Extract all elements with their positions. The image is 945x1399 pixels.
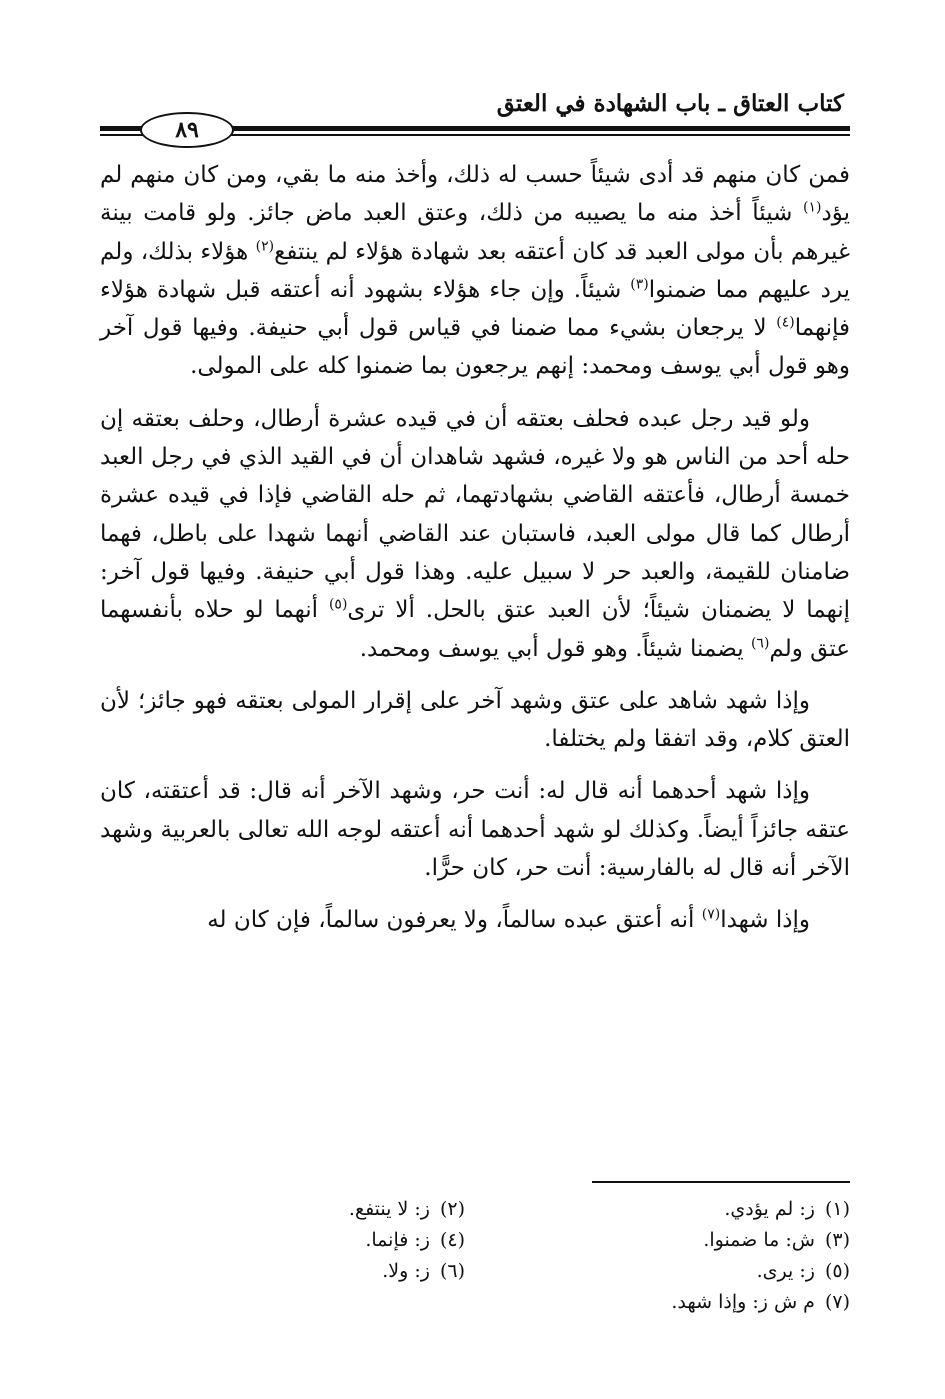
footnote-text: م ش ز: وإذا شهد. (671, 1291, 815, 1313)
text-run: وإذا شهد أحدهما أنه قال له: أنت حر، وشهد الآخر أنه قال: قد أعتقته، كان عتقه جائزاً أيضاً. وكذلك لو شهد أحدهما أنه أعتقه لوجه الله تعالى بالعربية وشهد الآخر أنه قال له بالفارسية: أنت حر، كان حرًّا. (100, 778, 850, 882)
footnote-text: ز: فإنما. (365, 1229, 430, 1251)
running-title: كتاب العتاق ـ باب الشهادة في العتق (496, 90, 844, 117)
footnote-6 (382, 1260, 465, 1282)
footnote-7 (671, 1291, 850, 1313)
footnote-number: (٢) (439, 1198, 465, 1220)
text-run: شيئاً أخذ منه ما يصيبه من ذلك، وعتق العبد ماض جائز. ولو قامت بينة غيرهم بأن مولى العبد قد كان أعتقه بعد شهادة هؤلاء لم ينتفع (100, 200, 850, 265)
footnotes (100, 1198, 850, 1328)
text-run: شيئاً. وإن جاء هؤلاء بشهود أنه أعتقه قبل شهادة هؤلاء فإنهما (100, 276, 850, 342)
paragraph (100, 682, 850, 759)
text-run: أنه أعتق عبده سالماً، ولا يعرفون سالماً، فإن كان له (207, 907, 702, 934)
text-run: أنهما لو حلاه بأنفسهما عتق ولم (100, 597, 850, 662)
paragraph (100, 400, 850, 668)
footnote-marker: (٦) (750, 634, 770, 651)
footnote-separator (592, 1181, 850, 1183)
footnote-text: ز: لا ينتفع. (348, 1198, 430, 1220)
footnote-1 (724, 1198, 850, 1220)
page-number: ٨٩ (175, 117, 199, 143)
footnote-number: (٣) (824, 1229, 850, 1251)
text-run: وإذا شهد شاهد على عتق وشهد آخر على إقرار المولى بعتقه فهو جائز؛ لأن العتق كلام، وقد اتفقا ولم يختلفا. (100, 687, 850, 753)
footnote-marker: (٥) (328, 596, 348, 613)
footnote-number: (١) (824, 1198, 850, 1220)
paragraph (100, 772, 850, 887)
footnote-marker: (٤) (776, 314, 795, 331)
text-run: ولو قيد رجل عبده فحلف بعتقه أن في قيده عشرة أرطال، وحلف بعتقه إن حله أحد من الناس هو ولا غيره، فشهد شاهدان أن في القيد الذي في رجل العبد خمسة أرطال، فأعتقه القاضي بشهادتهما، ثم حله القاضي فإذا في قيده عشرة أرطال كما قال مولى العبد، فاستبان عند القاضي أنهما شهدا على باطل، فهما ضامنان للقيمة، والعبد حر لا سبيل عليه. وهذا قول أبي حنيفة. وفيها قول آخر: إنهما لا يضمنان شيئاً؛ لأن العبد عتق بالحل. ألا ترى (100, 405, 850, 624)
footnote-marker: (٢) (255, 237, 275, 254)
footnote-text: ز: لم يؤدي. (724, 1198, 815, 1220)
text-run: لا يرجعان بشيء مما ضمنا في قياس قول أبي حنيفة. وفيها قول آخر وهو قول أبي يوسف ومحمد: إنهم يرجعون بما ضمنوا كله على المولى. (100, 315, 850, 380)
footnote-number: (٥) (824, 1260, 850, 1282)
footnote-number: (٧) (824, 1291, 850, 1313)
footnote-marker: (٣) (630, 276, 649, 293)
footnote-5 (757, 1260, 850, 1282)
text-run: وإذا شهدا (720, 907, 810, 934)
footnote-2 (349, 1198, 465, 1220)
page-header (100, 74, 850, 144)
footnote-text: ز: ولا. (382, 1260, 430, 1282)
footnote-marker: (٧) (701, 906, 721, 923)
text-run: يضمنا شيئاً. وهو قول أبي يوسف ومحمد. (359, 635, 751, 662)
footnote-3 (703, 1229, 850, 1251)
footnote-4 (365, 1229, 465, 1251)
footnote-number: (٤) (439, 1229, 465, 1251)
footnote-text: ش: ما ضمنوا. (703, 1229, 815, 1251)
footnote-text: ز: يرى. (756, 1260, 815, 1282)
paragraph (100, 156, 850, 386)
footnote-marker: (١) (803, 199, 822, 216)
paragraph (100, 901, 850, 939)
text-run: فمن كان منهم قد أدى شيئاً حسب له ذلك، وأخذ منه ما بقي، ومن كان منهم لم يؤد (100, 162, 851, 227)
page-number-frame (140, 112, 234, 148)
footnote-number: (٦) (439, 1260, 465, 1282)
main-text (100, 156, 850, 954)
text-run: هؤلاء بذلك، ولم يرد عليهم مما ضمنوا (100, 238, 850, 303)
